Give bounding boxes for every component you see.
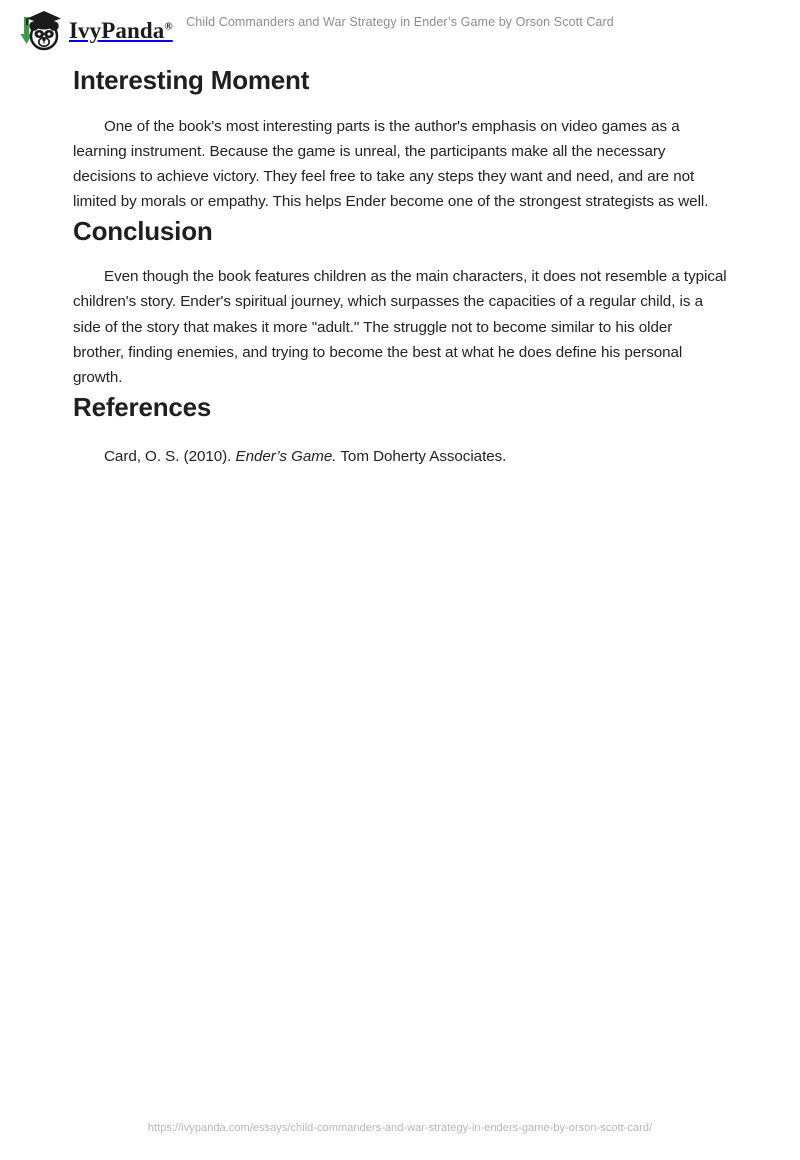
page-footer	[0, 1118, 800, 1136]
section-paragraph-interesting-moment: One of the book's most interesting parts is the author's emphasis on video games as a learning instrument. Because the game is unreal, the participants make all the necessary decisions to achieve victory. They feel free to take any steps they want and need, and are not limited by morals or empathy. This helps Ender become one of the strongest strategists as well.	[73, 117, 709, 211]
page-header	[0, 0, 800, 58]
section-heading-interesting-moment: Interesting Moment	[73, 65, 310, 95]
reference-list-item	[73, 444, 727, 469]
reference-publisher: Tom Doherty Associates.	[340, 448, 507, 466]
brand-name: IvyPanda®	[69, 17, 173, 43]
section-heading-references: References	[73, 391, 212, 422]
reference-title: Ender’s Game.	[235, 448, 337, 466]
registered-mark: ®	[164, 19, 173, 32]
section-heading-conclusion: Conclusion	[73, 215, 213, 246]
section-paragraph-conclusion: Even though the book features children as the main characters, it does not resemble a typical children's story. Ender's spiritual journey, which surpasses the capacities of a regular child, is a side of the story that makes it more "adult." The struggle not to become similar to his older brother, finding enemies, and trying to become the best at what he does define his personal growth.	[73, 268, 727, 387]
document-body	[73, 64, 727, 469]
footer-source-url[interactable]: https://ivypanda.com/essays/child-commanders-and-war-strategy-in-enders-game-by-orson-scott-card/	[147, 1122, 653, 1134]
running-header-title: Child Commanders and War Strategy in Ender’s Game by Orson Scott Card	[186, 15, 614, 29]
reference-author-year: Card, O. S. (2010).	[104, 448, 232, 466]
